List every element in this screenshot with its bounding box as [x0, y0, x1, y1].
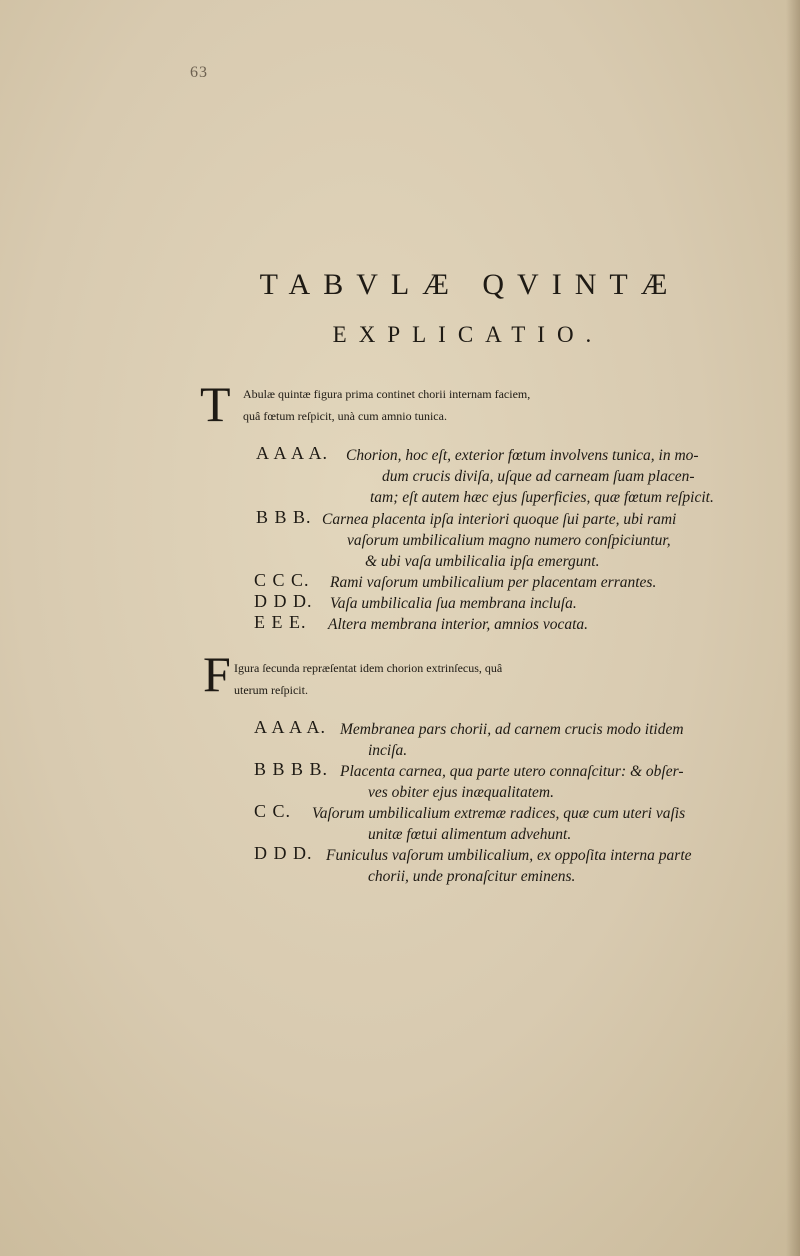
s1-entry-b-line-3: & ubi vaſa umbilicalia ipſa emergunt. [365, 553, 600, 570]
s1-entry-c-label: C C C. [254, 570, 310, 590]
s2-entry-a-label: A A A A. [254, 717, 327, 737]
drop-cap-f: F [203, 646, 231, 702]
section1-intro-line-1: Abulæ quintæ figura prima continet chorii internam faciem, [243, 387, 531, 401]
s2-entry-d-line-1: Funiculus vaſorum umbilicalium, ex oppoſita interna parte [326, 847, 692, 864]
page-edge-shadow [786, 0, 800, 1256]
s1-entry-a-line-2: dum crucis diviſa, uſque ad carneam ſuam placen- [382, 468, 695, 485]
s1-entry-d-label: D D D. [254, 591, 313, 611]
page-subtitle: EXPLICATIO. [332, 322, 604, 347]
s1-entry-b-label: B B B. [256, 507, 312, 527]
s1-entry-a-label: A A A A. [256, 443, 329, 463]
section1-intro [243, 383, 743, 427]
s1-entry-e-line-1: Altera membrana interior, amnios vocata. [328, 616, 589, 633]
s1-entry-a-line-3: tam; eſt autem hæc ejus ſuperficies, quæ fœtum reſpicit. [370, 489, 714, 506]
folio-number: 63 [190, 64, 208, 81]
drop-cap-t: T [200, 376, 231, 432]
section2-intro-line-1: Igura ſecunda repræſentat idem chorion extrinſecus, quâ [234, 661, 503, 675]
s1-entry-c-line-1: Rami vaſorum umbilicalium per placentam errantes. [330, 574, 657, 591]
s2-entry-d-label: D D D. [254, 843, 313, 863]
s2-entry-c-line-2: unitæ fœtui alimentum advehunt. [368, 826, 572, 843]
s2-entry-d-line-2: chorii, unde pronaſcitur eminens. [368, 868, 576, 885]
section1-intro-line-2: quâ fœtum reſpicit, unà cum amnio tunica. [243, 409, 447, 423]
s2-entry-a-line-1: Membranea pars chorii, ad carnem crucis modo itidem [340, 721, 684, 738]
s2-entry-b-label: B B B B. [254, 759, 329, 779]
s2-entry-b-line-2: ves obiter ejus inæqualitatem. [368, 784, 554, 801]
s1-entry-b-line-2: vaſorum umbilicalium magno numero conſpiciuntur, [347, 532, 671, 549]
s1-entry-e-label: E E E. [254, 612, 307, 632]
s1-entry-b-line-1: Carnea placenta ipſa interiori quoque ſui parte, ubi rami [322, 511, 677, 528]
s2-entry-c-line-1: Vaſorum umbilicalium extremæ radices, quæ cum uteri vaſis [312, 805, 686, 822]
s2-entry-a-line-2: inciſa. [368, 742, 408, 759]
s1-entry-d-line-1: Vaſa umbilicalia ſua membrana incluſa. [330, 595, 577, 612]
s2-entry-c-label: C C. [254, 801, 292, 821]
s1-entry-a-line-1: Chorion, hoc eſt, exterior fœtum involvens tunica, in mo- [346, 447, 699, 464]
page-title: TABVLÆ QVINTÆ [259, 268, 681, 301]
s2-entry-b-line-1: Placenta carnea, qua parte utero connaſcitur: & obſer- [340, 763, 684, 780]
section2-intro [234, 657, 734, 701]
section2-intro-line-2: uterum reſpicit. [234, 683, 308, 697]
